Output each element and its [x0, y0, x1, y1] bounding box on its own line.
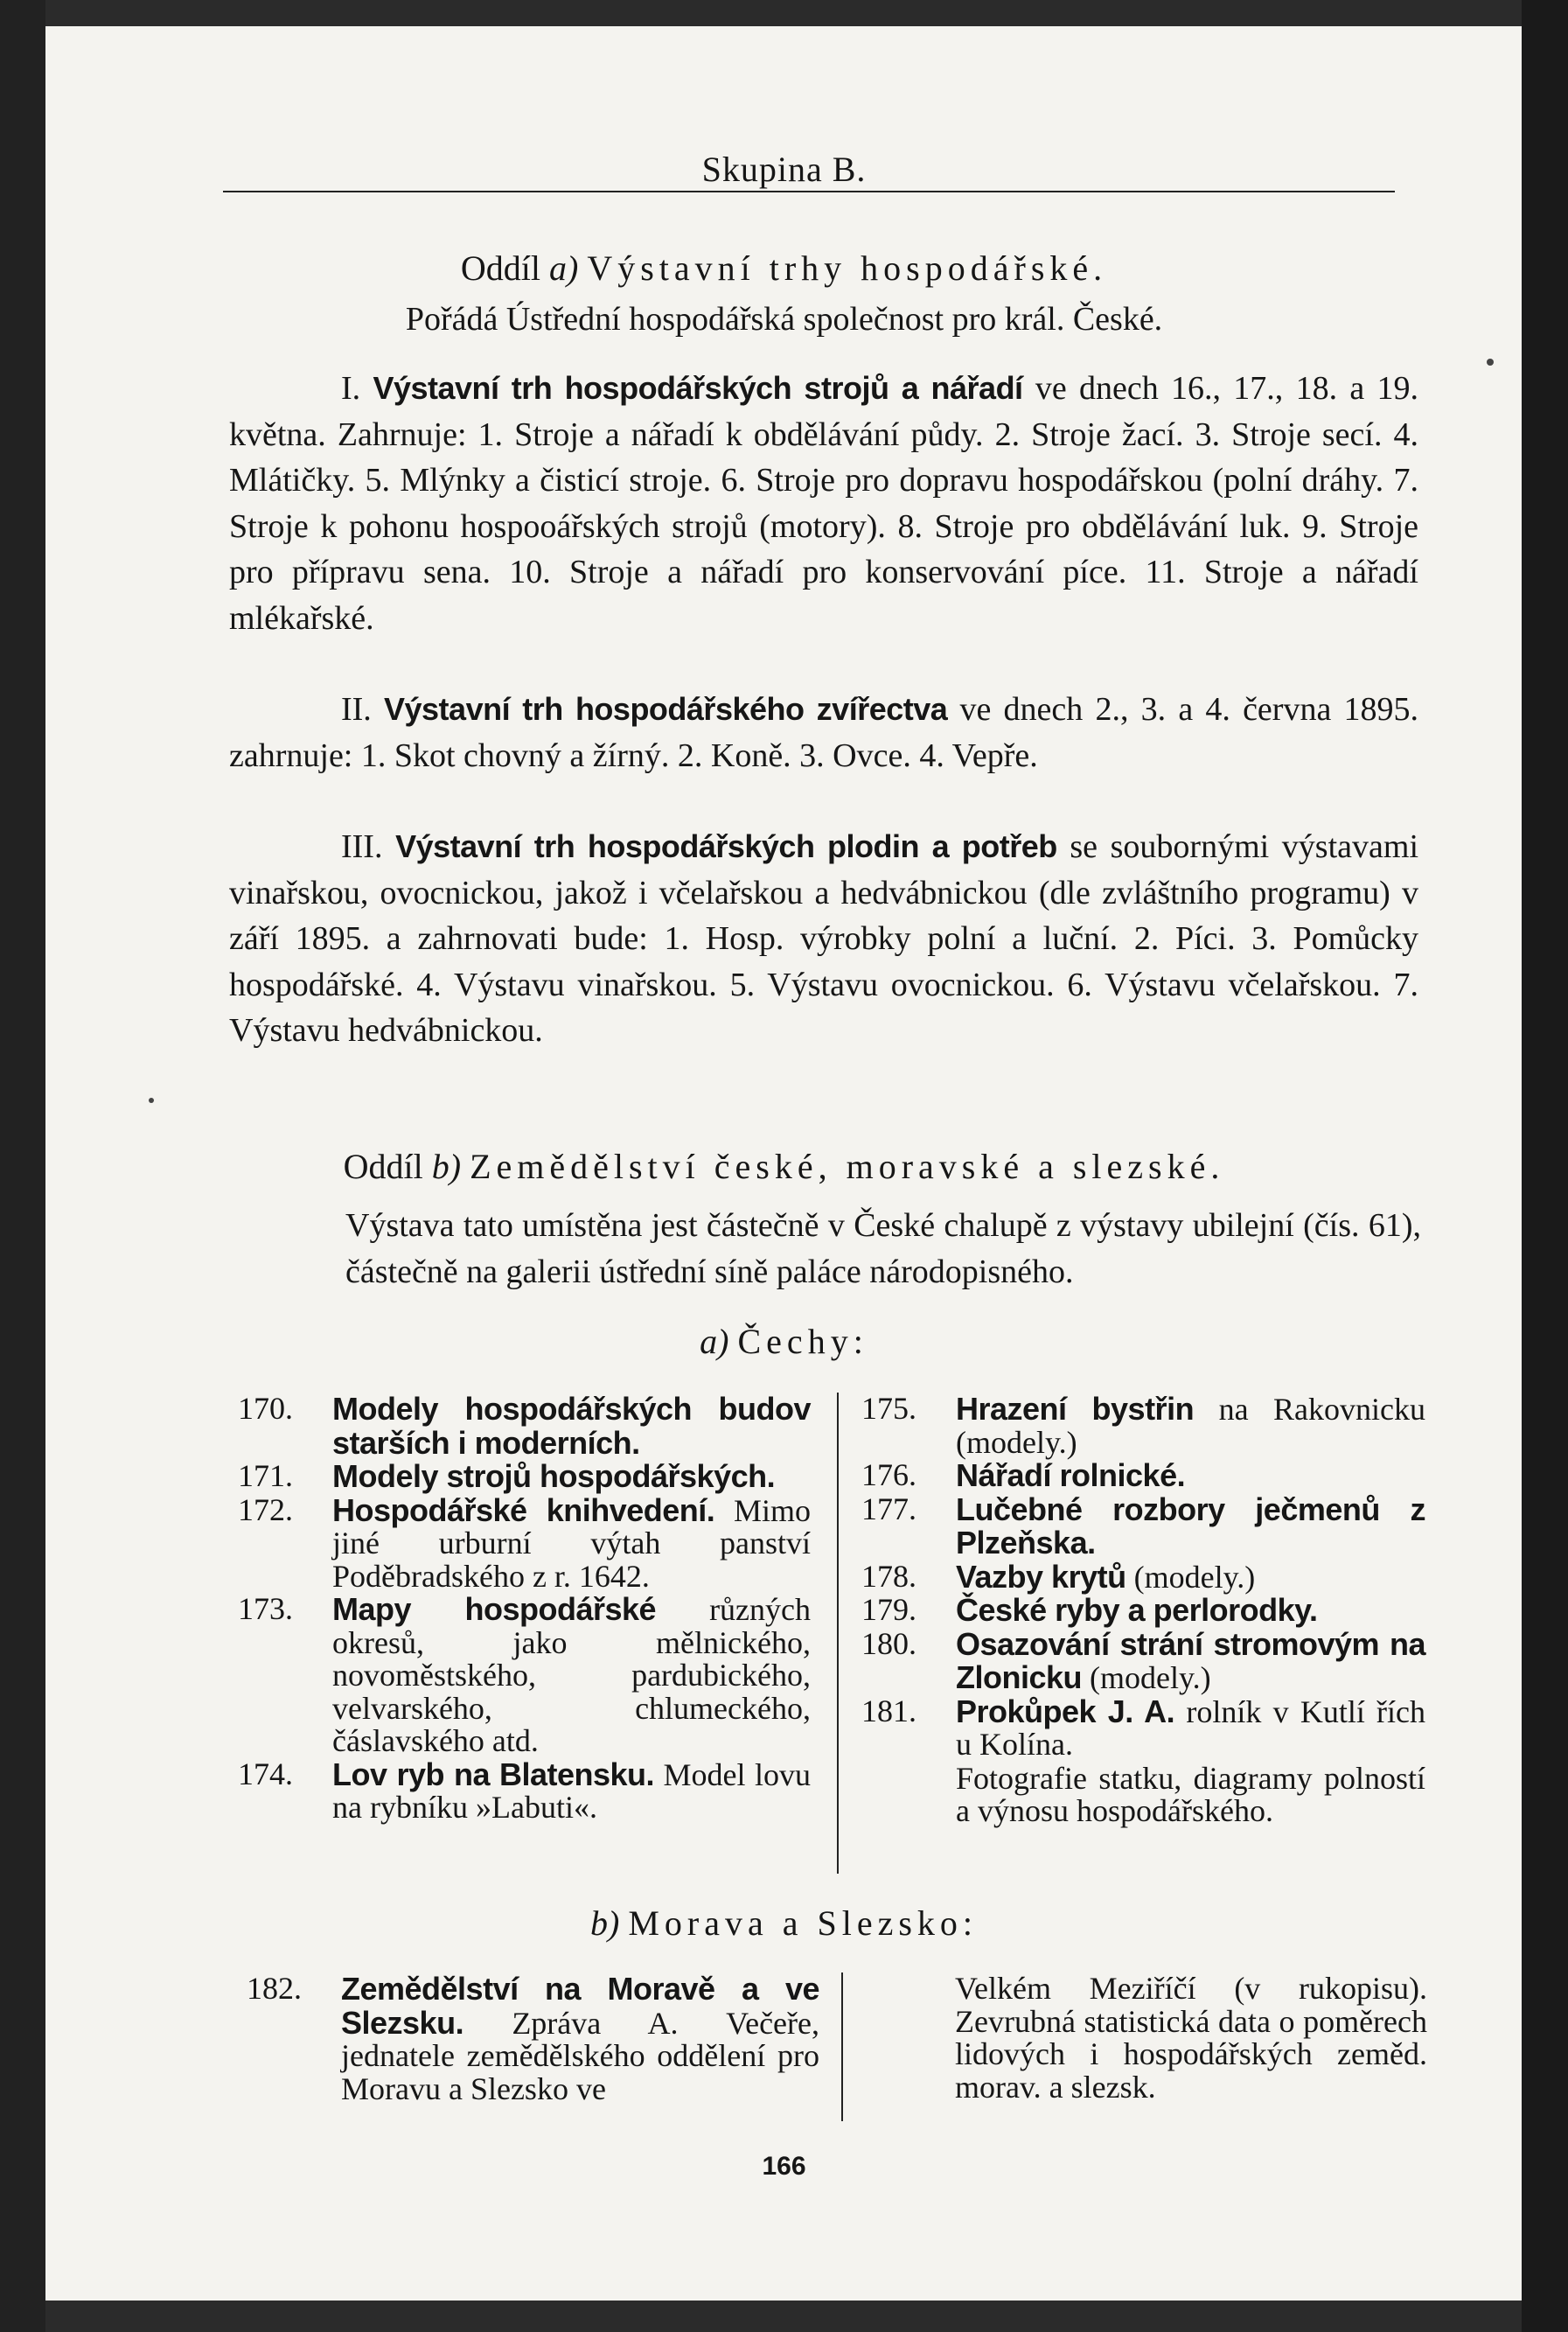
list-item: 179. České ryby a perlorodky.: [861, 1592, 1318, 1628]
market-2-paragraph: II. Výstavní trh hospodářského zvířectva ve dnech 2., 3. a 4. června 1895. zahrnuje: 1. Skot chovný a žírný. 2. Koně. 3. Ovce. 4. Vepře.: [229, 691, 1419, 774]
list-item: 174. Lov ryb na Blatensku. Model lovu na rybníku »Labuti«.: [238, 1756, 812, 1825]
subheading-cechy: a) Čechy:: [700, 1322, 868, 1361]
right-column: [861, 1393, 1425, 1828]
page-number: 166: [762, 2152, 806, 2181]
list-item: 182. Zemědělství na Moravě a ve Slezsku. Zpráva A. Večeře, jednatele zemědělského oddělení pro Moravu a Slezsko ve: [247, 1971, 819, 2106]
list-item: 181. Prokůpek J. A. rolník v Kutlí řích u Kolína.: [861, 1693, 1426, 1762]
left-column: [238, 1393, 811, 1825]
speck: [149, 1098, 154, 1103]
column-divider: [837, 1393, 839, 1874]
entry-182-continued: Velkém Meziříčí (v rukopisu). Zevrubná statistická data o poměrech lidových i hospodářských zeměd. morav. a slezsk.: [955, 1971, 1427, 2105]
section-b-heading: Oddíl b) Zemědělství české, moravské a slezské.: [343, 1147, 1225, 1186]
list-item: 175. Hrazení bystřin na Rakovnicku (modely.): [861, 1391, 1426, 1460]
market-3-paragraph: III. Výstavní trh hospodářských plodin a potřeb se soubornými výstavami vinařskou, ovocnickou, jakož i včelařskou a hedvábnickou (dle zvláštního programu) v září 1895. a zahrnovati bude: 1. Hosp. výrobky polní a luční. 2. Píci. 3. Pomůcky hospodářské. 4. Výstavu vinařskou. 5. Výstavu ovocnickou. 6. Výstavu včelařskou. 7. Výstavu hedvábnickou.: [229, 828, 1418, 1049]
list-item: Fotografie statku, diagramy polností a výnosu hospodářského.: [956, 1760, 1425, 1828]
column-divider: [841, 1972, 843, 2121]
page-header: Skupina B.: [701, 150, 867, 189]
header-rule: [223, 191, 1395, 192]
list-item: 170. Modely hospodářských budov starších i moderních.: [238, 1391, 811, 1461]
list-item: 173. Mapy hospodářské různých okresů, jako mělnického, novoměstského, pardubického, velvarského, chlumeckého, čáslavského atd.: [238, 1591, 812, 1758]
list-item: 171. Modely strojů hospodářských.: [238, 1458, 776, 1494]
list-item: 178. Vazby krytů (modely.): [861, 1558, 1256, 1595]
section-a-heading: Oddíl a) Výstavní trhy hospodářské.: [460, 248, 1108, 288]
section-b-intro: Výstava tato umístěna jest částečně v České chalupě z výstavy ubilejní (čís. 61), částečně na galerii ústřední síně paláce národopisného.: [345, 1207, 1421, 1290]
list-item: 180. Osazování strání stromovým na Zlonicku (modely.): [861, 1625, 1425, 1695]
list-item: 176. Nářadí rolnické.: [861, 1457, 1186, 1493]
entry-182-left: [247, 1972, 819, 2105]
speck: [1487, 359, 1494, 366]
subheading-morava: b) Morava a Slezsko:: [589, 1903, 979, 1943]
list-item: 177. Lučebné rozbory ječmenů z Plzeňska.: [861, 1491, 1425, 1560]
section-a-organizer: Pořádá Ústřední hospodářská společnost pro král. České.: [405, 301, 1163, 338]
market-1-paragraph: I. Výstavní trh hospodářských strojů a nářadí ve dnech 16., 17., 18. a 19. května. Zahrnuje: 1. Stroje a nářadí k obdělávání půdy. 2. Stroje žací. 3. Stroje secí. 4. Mlátičky. 5. Mlýnky a čisticí stroje. 6. Stroje pro dopravu hospodářskou (polní dráhy. 7. Stroje k pohonu hospooářských strojů (motory). 8. Stroje pro obdělávání luk. 9. Stroje pro přípravu sena. 10. Stroje a nářadí pro konservování píce. 11. Stroje a nářadí mlékařské.: [229, 370, 1418, 637]
list-item: 172. Hospodářské knihvedení. Mimo jiné urburní výtah panství Poděbradského z r. 1642.: [238, 1491, 811, 1594]
